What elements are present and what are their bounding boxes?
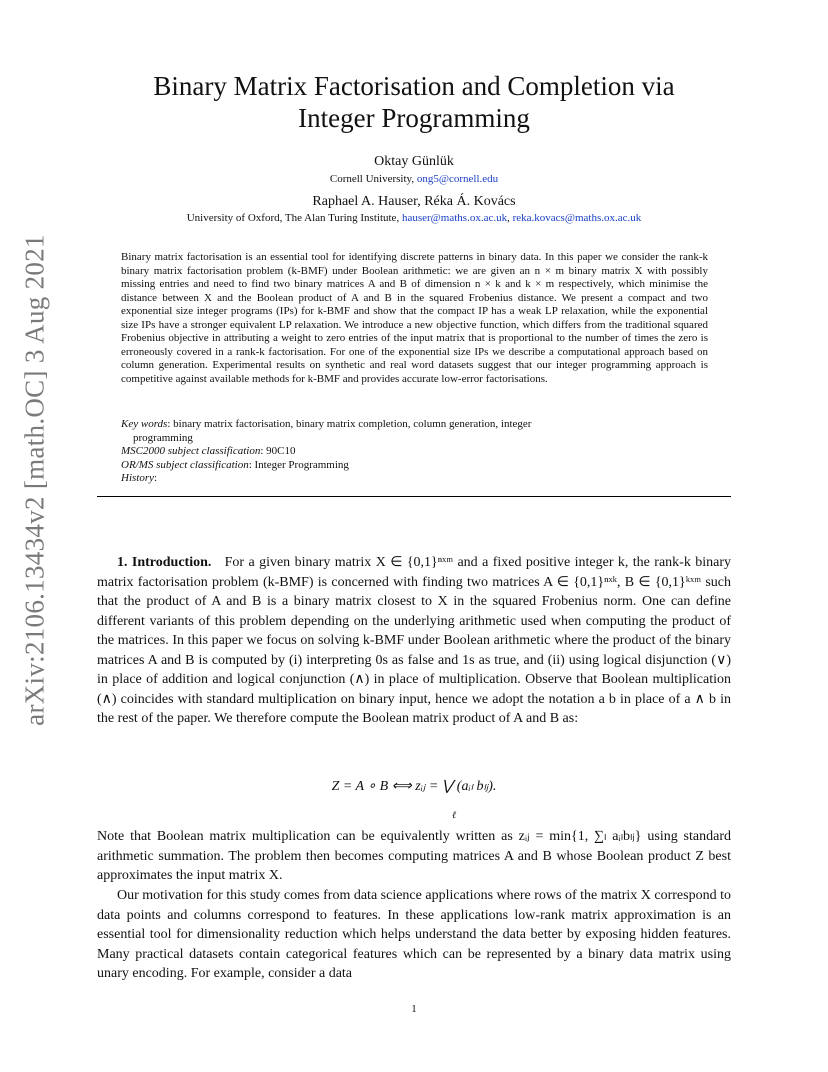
author-1-affiliation xyxy=(0,173,828,185)
arxiv-id: arXiv:2106.13434v2 [math.OC] 3 Aug 2021 xyxy=(19,234,50,726)
history-line: History: xyxy=(121,472,158,484)
arxiv-sidebar-stamp xyxy=(10,234,60,726)
orms-value: Integer Programming xyxy=(254,458,349,471)
affiliation-text: Cornell University, xyxy=(329,173,417,185)
author-2-names: Raphael A. Hauser, Réka Á. Kovács xyxy=(312,194,516,209)
intro-paragraph-1-text: For a given binary matrix X ∈ {0,1}ⁿˣᵐ and a fixed positive integer k, the rank-k binary matrix factorisation problem (k-BMF) is concerned with finding two matrices A ∈ {0,1}ⁿˣᵏ, B ∈ {0,1}ᵏˣᵐ such that the product of A and B is a binary matrix closest to X in the squared Frobenius norm. One can define different variants of this problem depending on the underlying arithmetic used when computing the product of the matrices. In this paper we focus on solving k-BMF under Boolean arithmetic where the product of the binary matrices A and B is computed by (i) interpreting 0s as false and 1s as true, and (ii) using logical disjunction (∨) in place of addition and logical conjunction (∧) in place of multiplication. Observe that Boolean multiplication (∧) coincides with standard multiplication on binary input, hence we adopt the notation a b in place of a ∧ b in the rest of the paper. We therefore compute the Boolean matrix product of A and B as: xyxy=(97,555,732,726)
email-link-kovacs[interactable]: reka.kovacs@maths.ox.ac.uk xyxy=(512,212,642,224)
intro-paragraph-3: Our motivation for this study comes from data science applications where rows of the matrix X correspond to data points and columns correspond to features. In these applications low-rank matrix approximation is an essential tool for dimensionality reduction which helps understand the data better by exposing hidden features. Many practical datasets contain categorical features which can be represented by a binary data matrix using unary encoding. For example, consider a data xyxy=(97,888,731,981)
keywords-block xyxy=(121,418,708,486)
author-1-names: Oktay Günlük xyxy=(374,154,454,169)
intro-paragraph-2: Note that Boolean matrix multiplication can be equivalently written as zᵢⱼ = min{1, ∑ₗ aᵢₗbₗⱼ} using standard arithmetic summation. The problem then becomes computing matrices A and B whose Boolean product Z best approximates the input matrix X. xyxy=(97,829,731,883)
history-label: History xyxy=(121,472,154,484)
equation-subscript: ℓ xyxy=(452,810,457,821)
email-link[interactable]: ong5@cornell.edu xyxy=(416,173,499,185)
section-heading: 1. Introduction. xyxy=(117,555,212,570)
title-line-1: Binary Matrix Factorisation and Completion via xyxy=(153,71,675,101)
msc-label: MSC2000 subject classification xyxy=(121,445,261,457)
key-words-line: Key words: binary matrix factorisation, binary matrix completion, column generation, integer xyxy=(121,418,532,430)
msc-line: MSC2000 subject classification: 90C10 xyxy=(121,445,296,457)
key-words-value: binary matrix factorisation, binary matrix completion, column generation, integer xyxy=(173,418,532,430)
abstract: Binary matrix factorisation is an essential tool for identifying discrete patterns in binary data. In this paper we consider the rank-k binary matrix factorisation problem (k-BMF) under Boolean arithmetic: we are given an n × m binary matrix X with possibly missing entries and need to find two binary matrices A and B of dimension n × k and k × m respectively, which minimise the distance between X and the Boolean product of A and B in the squared Frobenius distance. We present a compact and two exponential size integer programs (IPs) for k-BMF and show that the compact IP has a weak LP relaxation, while the exponential size IPs have a stronger equivalent LP relaxation. We introduce a new objective function, which differs from the traditional squared Frobenius objective in attributing a weight to zero entries of the input matrix that is proportional to the number of times the zero is erroneously covered in a rank-k factorisation. For one of the exponential size IPs we describe a computational approach based on column generation. Experimental results on synthetic and real word datasets suggest that our integer programming approach is competitive against available methods for k-BMF and provides accurate low-error factorisations. xyxy=(121,251,708,385)
email-link-hauser[interactable]: hauser@maths.ox.ac.uk xyxy=(401,212,508,224)
key-words-label: Key words xyxy=(121,418,168,430)
page-number: 1 xyxy=(411,1003,417,1015)
boolean-product-equation: Z = A ∘ B ⟺ zᵢⱼ = ⋁ (aᵢₗ bₗⱼ). xyxy=(331,779,497,794)
affiliation-text: University of Oxford, The Alan Turing Institute, xyxy=(186,212,402,224)
key-words-continuation: programming xyxy=(133,431,193,444)
orms-label: OR/MS subject classification xyxy=(121,458,249,471)
paper-title xyxy=(80,70,748,134)
separator-rule xyxy=(97,496,731,497)
orms-line: OR/MS subject classification: Integer Programming xyxy=(121,458,349,471)
email-separator: , xyxy=(507,212,513,224)
title-line-2: Integer Programming xyxy=(298,103,530,133)
intro-paragraph-1 xyxy=(97,553,731,729)
msc-value: 90C10 xyxy=(266,445,296,457)
author-2-affiliation xyxy=(0,212,828,224)
